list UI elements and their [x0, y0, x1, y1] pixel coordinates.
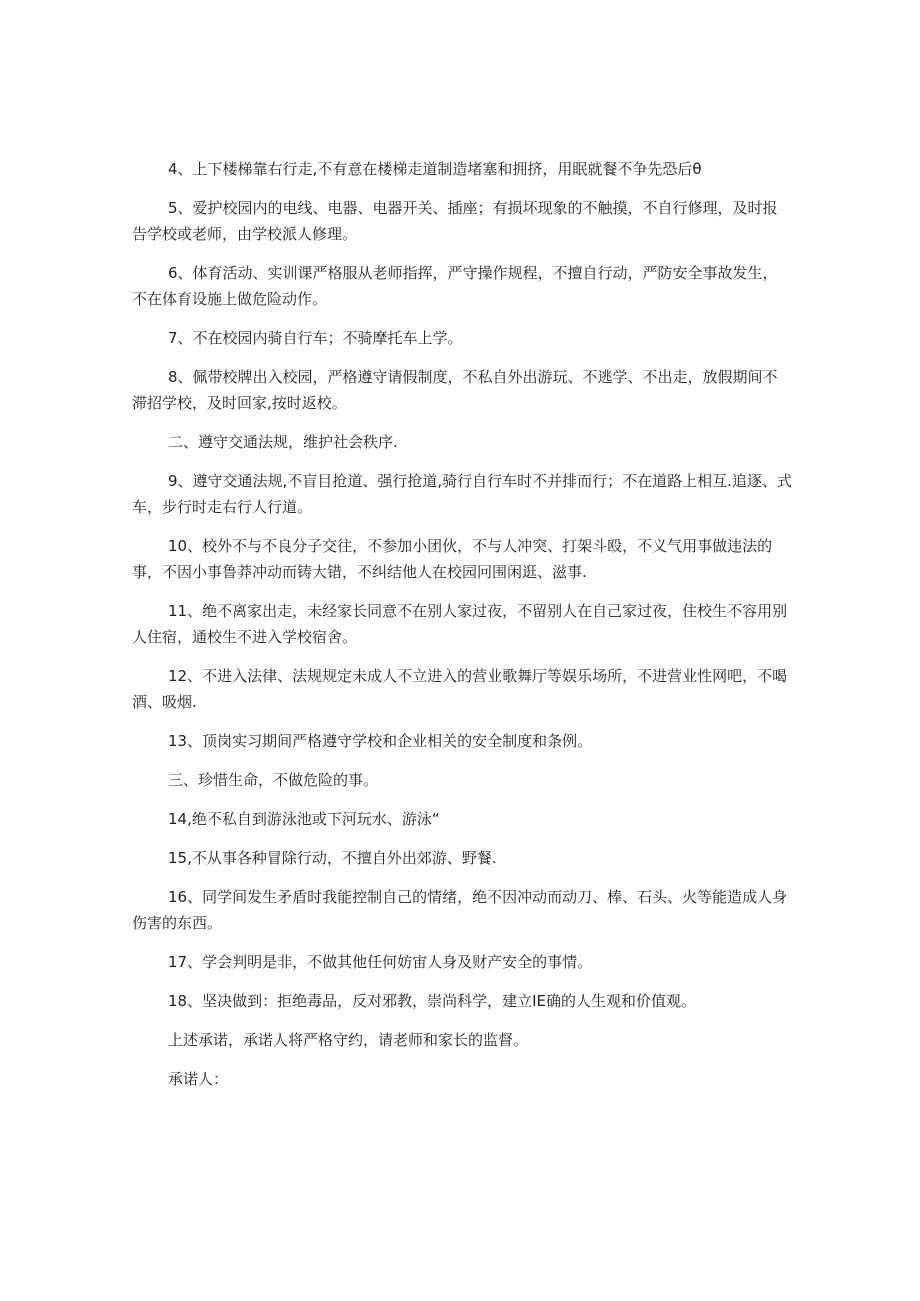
- paragraph-item-16: 16、同学间发生矛盾时我能控制自己的情绪，绝不因冲动而动刀、棒、石头、火等能造成人身伤害的东西。: [132, 888, 788, 932]
- paragraph-item-17: 17、学会判明是非，不做其他任何妨宙人身及财产安全的事情。: [168, 953, 593, 971]
- paragraph-item-14: 14,绝不私自到游泳池或下河玩水、游泳“: [168, 810, 440, 828]
- signatory-label: 承诺人：: [168, 1070, 229, 1088]
- paragraph-item-6: 6、体育活动、实训课严格服从老师指挥，严守操作规程，不擅自行动，严防安全事故发生，不在体育设施上做危险动作。: [132, 264, 778, 308]
- paragraph-item-7: 7、不在校园内骑自行车；不骑摩托车上学。: [168, 329, 463, 347]
- paragraph-item-18: 18、坚决做到：拒绝毒品，反对邪教，崇尚科学，建立IE确的人生观和价值观。: [168, 992, 696, 1010]
- document-body: [132, 156, 792, 1105]
- paragraph-item-10: 10、校外不与不良分子交往，不参加小团伙，不与人冲突、打架斗殴，不义气用事做违法的事，不因小事鲁莽冲动而铸大错，不纠结他人在校园冋围闲逛、滋事.: [132, 537, 773, 581]
- paragraph-item-11: 11、绝不离家出走，未经家长同意不在别人家过夜，不留别人在自己家过夜，住校生不容用别人住宿，通校生不进入学校宿舍。: [132, 602, 788, 646]
- commitment-statement: 上述承诺，承诺人将严格守约，请老师和家长的监督。: [168, 1031, 529, 1049]
- section-heading-3: 三、珍惜生命，不做危险的事。: [168, 771, 379, 789]
- paragraph-item-9: 9、遵守交通法规,不盲目抢道、强行抢道,骑行自行车时不并排而行；不在道路上相互.追逐、式车，步行时走右行人行道。: [132, 472, 792, 516]
- paragraph-item-4: 4、上下楼梯靠右行走,不有意在楼梯走道制造堵塞和拥挤，用眠就餐不争先恐后θ: [168, 160, 702, 178]
- paragraph-item-13: 13、顶岗实习期间严格遵守学校和企业相关的安全制度和条例。: [168, 732, 593, 750]
- paragraph-item-15: 15,不从事各种冒除行动，不擅自外出郊游、野餐.: [168, 849, 497, 867]
- paragraph-item-12: 12、不进入法律、法规规定未成人不立进入的营业歌舞厅等娱乐场所，不进营业性网吧，不喝酒、吸烟.: [132, 667, 788, 711]
- section-heading-2: 二、遵守交通法规，维护社会秩序.: [168, 433, 398, 451]
- paragraph-item-8: 8、佩带校牌出入校园，严格遵守请假制度，不私自外出游玩、不逃学、不出走，放假期间不滞招学校，及时回家,按时返校。: [132, 368, 778, 412]
- paragraph-item-5: 5、爱护校园内的电线、电器、电器开关、插座；有损坏现象的不触摸，不自行修理，及时报告学校或老师，由学校派人修理。: [132, 199, 778, 243]
